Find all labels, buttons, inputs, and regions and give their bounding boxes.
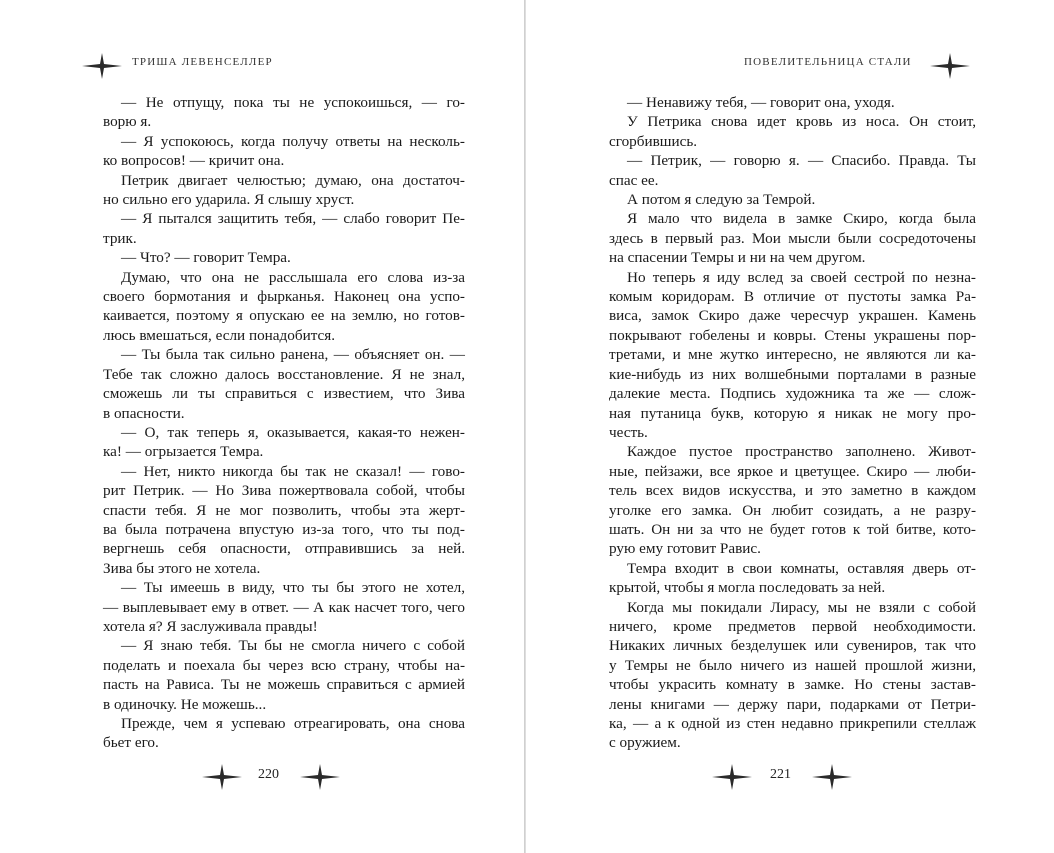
text-line: ничего, кроме предметов первой необходимости. (609, 617, 976, 635)
text-line: кие-нибудь из них волшебными порталами в разные (609, 365, 976, 383)
text-line: Но теперь я иду вслед за своей сестрой по незна- (627, 268, 976, 286)
text-line: но сильно его ударила. Я слышу хруст. (103, 191, 355, 209)
sparkle-ornament-icon (710, 762, 754, 792)
text-line: — О, так теперь я, оказывается, какая-то нежен- (121, 423, 465, 441)
text-line: рит Петрик. — Но Зива пожертвовала собой, чтобы (103, 482, 465, 500)
text-line: покрывают гобелены и ковры. Стены украшены пор- (609, 326, 976, 344)
text-line: у Темры не было ничего из нашей прошлой жизни, (609, 656, 976, 674)
text-line: — Я знаю тебя. Ты бы не смогла ничего с собой (121, 637, 465, 655)
text-line: чтобы украсить комнату в замке. Но стены застав- (609, 676, 976, 694)
text-line: Прежде, чем я успеваю отреагировать, она снова (121, 715, 465, 732)
text-line: — Ты имеешь в виду, что ты бы этого не хотел, (121, 579, 465, 597)
right-page (526, 0, 1054, 853)
text-line: У Петрика снова идет кровь из носа. Он стоит, (627, 113, 976, 131)
sparkle-ornament-icon (200, 762, 244, 792)
text-line: лены книгами — держу пари, подарками от Петри- (609, 695, 976, 713)
text-line: — Не отпущу, пока ты не успокоишься, — го- (121, 94, 465, 111)
text-line: Каждое пустое пространство заполнено. Живот- (627, 443, 976, 461)
text-line: Я мало что видела в замке Скиро, когда была (627, 210, 976, 228)
text-line: честь. (609, 423, 648, 441)
text-line: — выплевывает ему в ответ. — А как насчет того, чего (103, 598, 465, 616)
text-line: Когда мы покидали Лирасу, мы не взяли с собой (627, 598, 976, 616)
text-line: ко вопросов! — кричит она. (103, 152, 285, 170)
text-line: Зива бы этого не хотела. (103, 559, 261, 577)
text-line: — Ненавижу тебя, — говорит она, уходя. (627, 94, 895, 111)
page-number: 220 (258, 767, 279, 782)
text-line: с оружием. (609, 734, 681, 752)
text-line: Никаких личных безделушек или сувениров, так что (609, 637, 976, 655)
body-text (103, 93, 465, 753)
text-line: шать. Он ни за что не будет готов к той битве, кото- (609, 520, 976, 538)
text-line: ка, — а к одной из стен недавно прикрепили стеллаж (609, 715, 976, 732)
text-line: своего бормотания и фырканья. Наконец она успо- (103, 288, 465, 306)
text-line: ные, пейзажи, все яркое и цветущее. Скиро — люби- (609, 462, 976, 480)
text-line: ная путаница букв, которую я никак не могу про- (609, 404, 976, 422)
text-line: Тебе так сложно далось восстановление. Я не знал, (103, 365, 465, 383)
text-line: — Что? — говорит Темра. (121, 249, 291, 267)
text-line: пасть на Рависа. Ты не можешь справиться с армией (103, 676, 465, 694)
text-line: сгорбившись. (609, 132, 698, 150)
text-line: крытой, чтобы я могла последовать за ней. (609, 579, 886, 597)
text-line: здесь в первый раз. Мои мысли были сосредоточены (609, 229, 976, 247)
text-line: тель всех видов искусства, и это заметно в каждом (609, 482, 976, 500)
text-line: в одиночку. Не можешь... (103, 695, 267, 713)
text-line: — Я успокоюсь, когда получу ответы на несколь- (121, 132, 465, 150)
text-line: виса, замок Скиро даже чересчур украшен. Камень (609, 307, 976, 325)
text-line: Темра входит в свои комнаты, оставляя дверь от- (627, 559, 976, 577)
text-line: рую ему готовит Равис. (609, 540, 761, 558)
text-line: А потом я следую за Темрой. (627, 191, 816, 209)
text-line: трик. (103, 229, 137, 247)
text-line: бьет его. (103, 734, 159, 752)
text-line: сможешь ли ты справиться с известием, что Зива (103, 385, 465, 403)
text-line: вергнешь себя опасности, отправившись за ней. (103, 540, 465, 558)
sparkle-ornament-icon (80, 51, 124, 81)
text-line: спас ее. (609, 171, 659, 189)
body-text (609, 93, 976, 753)
text-line: — Нет, никто никогда бы так не сказал! — гово- (121, 462, 465, 480)
sparkle-ornament-icon (928, 51, 972, 81)
text-line: каивается, поэтому я опускаю ее на землю, но готов- (103, 307, 465, 325)
text-line: ва была потрачена впустую из-за того, что ты под- (103, 520, 465, 538)
text-line: поделать и поехала бы через всю страну, чтобы на- (103, 656, 465, 674)
text-line: комым коридорам. В отличие от пустоты замка Ра- (609, 288, 976, 306)
text-line: спасти тебя. Я не мог позволить, чтобы эта жерт- (103, 501, 465, 519)
text-line: ка! — огрызается Темра. (103, 443, 264, 461)
text-line: далекие места. Подпись художника та же — слож- (609, 385, 976, 403)
running-head: ПОВЕЛИТЕЛЬНИЦА СТАЛИ (744, 56, 912, 68)
text-line: люсь вмешаться, если понадобится. (103, 326, 336, 344)
running-head: ТРИША ЛЕВЕНСЕЛЛЕР (132, 56, 273, 68)
text-line: уголке его замка. Он любит созидать, а не разру- (609, 501, 976, 519)
text-line: — Ты была так сильно ранена, — объясняет он. — (121, 346, 465, 364)
text-line: Думаю, что она не расслышала его слова из-за (121, 268, 465, 286)
text-line: на спасении Темры и ни на чем другом. (609, 249, 866, 267)
page-number: 221 (770, 767, 791, 782)
text-line: — Я пытался защитить тебя, — слабо говорит Пе- (121, 210, 465, 228)
text-line: хотела я? Я заслуживала правды! (103, 617, 318, 635)
text-line: Петрик двигает челюстью; думаю, она достаточ- (121, 171, 465, 189)
text-line: — Петрик, — говорю я. — Спасибо. Правда. Ты (627, 152, 976, 170)
text-line: ворю я. (103, 113, 152, 131)
sparkle-ornament-icon (298, 762, 342, 792)
sparkle-ornament-icon (810, 762, 854, 792)
left-page (0, 0, 524, 853)
text-line: третами, и мне жутко интересно, не являются ли ка- (609, 346, 976, 364)
text-line: в опасности. (103, 404, 185, 422)
